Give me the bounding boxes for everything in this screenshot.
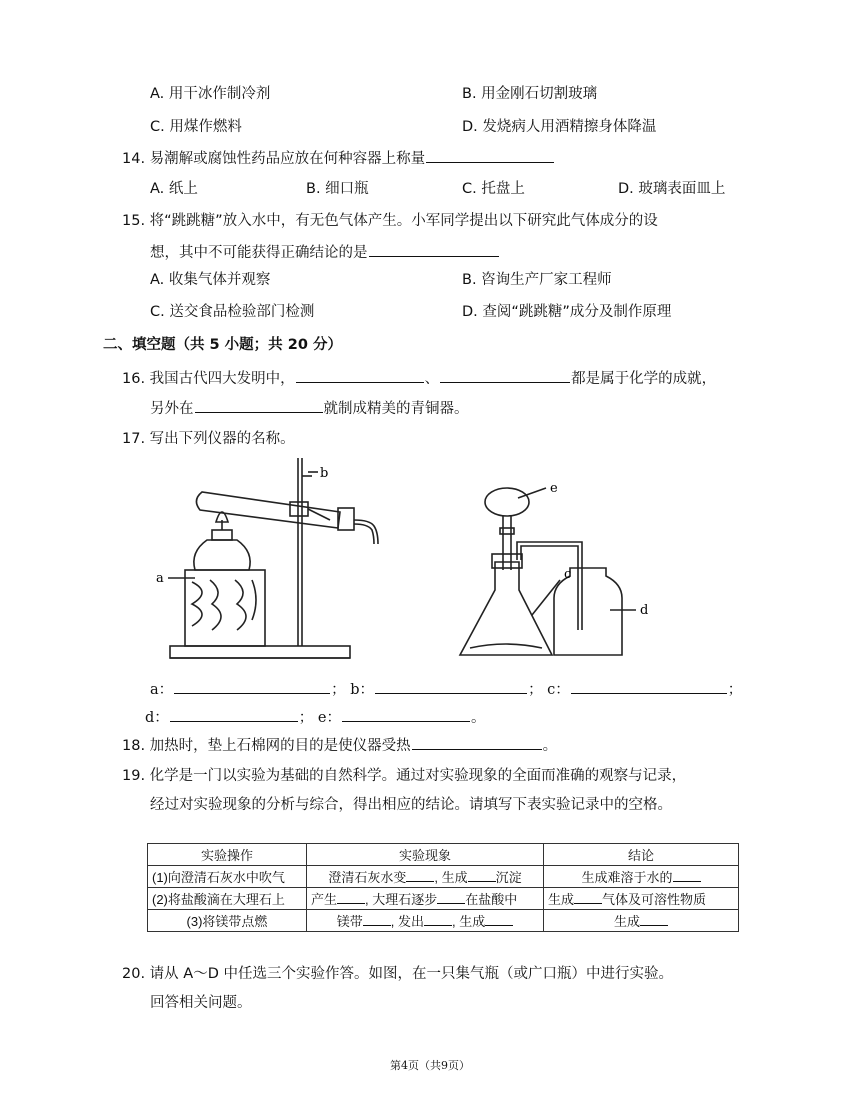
q13-option-a: A. 用干冰作制冷剂	[150, 86, 271, 102]
q17-blank-b[interactable]	[375, 677, 527, 694]
label-e: e	[550, 481, 558, 496]
label-c: c	[564, 567, 572, 582]
row2-operation: (2)将盐酸滴在大理石上	[148, 888, 307, 910]
table-row	[148, 866, 739, 888]
q14-option-c: C. 托盘上	[462, 181, 525, 197]
q13-option-c: C. 用煤作燃料	[150, 119, 242, 135]
q19-line2: 经过对实验现象的分析与综合，得出相应的结论。请填写下表实验记录中的空格。	[150, 797, 672, 813]
table-row	[148, 910, 739, 932]
q18-answer-blank[interactable]	[412, 733, 542, 750]
row3-blank-3[interactable]	[485, 913, 513, 926]
q13-option-d: D. 发烧病人用酒精擦身体降温	[462, 119, 657, 135]
q16-blank-2[interactable]	[440, 366, 570, 383]
q14-option-d: D. 玻璃表面皿上	[618, 181, 726, 197]
q15-stem-line1: 15. 将“跳跳糖”放入水中，有无色气体产生。小军同学提出以下研究此气体成分的设	[122, 213, 658, 229]
q13-option-b: B. 用金刚石切割玻璃	[462, 86, 598, 102]
row3-conclusion: 生成	[544, 910, 739, 932]
q17-blank-d[interactable]	[170, 705, 298, 722]
experiment-record-table	[147, 843, 739, 932]
q15-answer-blank[interactable]	[369, 240, 499, 257]
q20-line1: 20. 请从 A～D 中任选三个实验作答。如图，在一只集气瓶（或广口瓶）中进行实验。	[122, 966, 673, 982]
row3-blank-1[interactable]	[363, 913, 391, 926]
separatory-funnel	[485, 488, 529, 516]
table-header-row	[148, 844, 739, 866]
label-d: d	[640, 603, 649, 618]
q14-option-b: B. 细口瓶	[306, 181, 369, 197]
page-footer: 第4页（共9页）	[390, 1059, 470, 1072]
row1-blank-1[interactable]	[406, 869, 434, 882]
q16-line2: 另外在 就制成精美的青铜器。	[150, 396, 469, 418]
q17-answers-line2: d： ； e： 。	[145, 705, 486, 727]
q14-answer-blank[interactable]	[426, 146, 554, 163]
q17-answers-line1: a： ； b： ； c： ；	[150, 677, 742, 699]
label-b: b	[320, 466, 329, 481]
q15-option-b: B. 咨询生产厂家工程师	[462, 272, 612, 288]
row1-phenomenon: 澄清石灰水变 , 生成 沉淀	[307, 866, 544, 888]
row2-blank-3[interactable]	[574, 891, 602, 904]
q16-blank-3[interactable]	[195, 396, 323, 413]
q15-option-d: D. 查阅“跳跳糖”成分及制作原理	[462, 304, 672, 320]
q14-option-a: A. 纸上	[150, 181, 198, 197]
q17-stem: 17. 写出下列仪器的名称。	[122, 431, 295, 447]
apparatus-figure	[140, 450, 680, 670]
row3-operation: (3)将镁带点燃	[148, 910, 307, 932]
q16-blank-1[interactable]	[296, 366, 424, 383]
section-title: 二、填空题（共 5 小题；共 20 分）	[103, 337, 342, 353]
q19-line1: 19. 化学是一门以实验为基础的自然科学。通过对实验现象的全面而准确的观察与记录，	[122, 768, 687, 784]
alcohol-lamp	[194, 540, 250, 570]
row3-blank-2[interactable]	[424, 913, 452, 926]
q15-stem-line2: 想，其中不可能获得正确结论的是	[150, 240, 500, 262]
q18-stem: 18. 加热时，垫上石棉网的目的是使仪器受热 。	[122, 733, 557, 755]
header-conclusion: 结论	[544, 844, 739, 866]
row1-blank-2[interactable]	[468, 869, 496, 882]
header-phenomenon: 实验现象	[307, 844, 544, 866]
row2-blank-2[interactable]	[437, 891, 465, 904]
q15-option-a: A. 收集气体并观察	[150, 272, 271, 288]
row3-blank-4[interactable]	[640, 913, 668, 926]
row3-phenomenon: 镁带 , 发出 , 生成	[307, 910, 544, 932]
q17-blank-c[interactable]	[571, 677, 727, 694]
row2-phenomenon: 产生 , 大理石逐步 在盐酸中	[307, 888, 544, 910]
q17-blank-e[interactable]	[342, 705, 470, 722]
row1-conclusion: 生成难溶于水的	[544, 866, 739, 888]
q17-blank-a[interactable]	[174, 677, 330, 694]
header-operation: 实验操作	[148, 844, 307, 866]
row2-blank-1[interactable]	[337, 891, 365, 904]
label-a: a	[156, 571, 164, 586]
row2-conclusion: 生成 气体及可溶性物质	[544, 888, 739, 910]
q16-line1: 16. 我国古代四大发明中， 、 都是属于化学的成就，	[122, 366, 716, 388]
iron-stand-base	[170, 646, 350, 658]
q15-option-c: C. 送交食品检验部门检测	[150, 304, 315, 320]
table-row	[148, 888, 739, 910]
q14-stem: 14. 易潮解或腐蚀性药品应放在何种容器上称量	[122, 146, 555, 168]
row1-blank-3[interactable]	[673, 869, 701, 882]
row1-operation: (1)向澄清石灰水中吹气	[148, 866, 307, 888]
q20-line2: 回答相关问题。	[150, 995, 252, 1011]
